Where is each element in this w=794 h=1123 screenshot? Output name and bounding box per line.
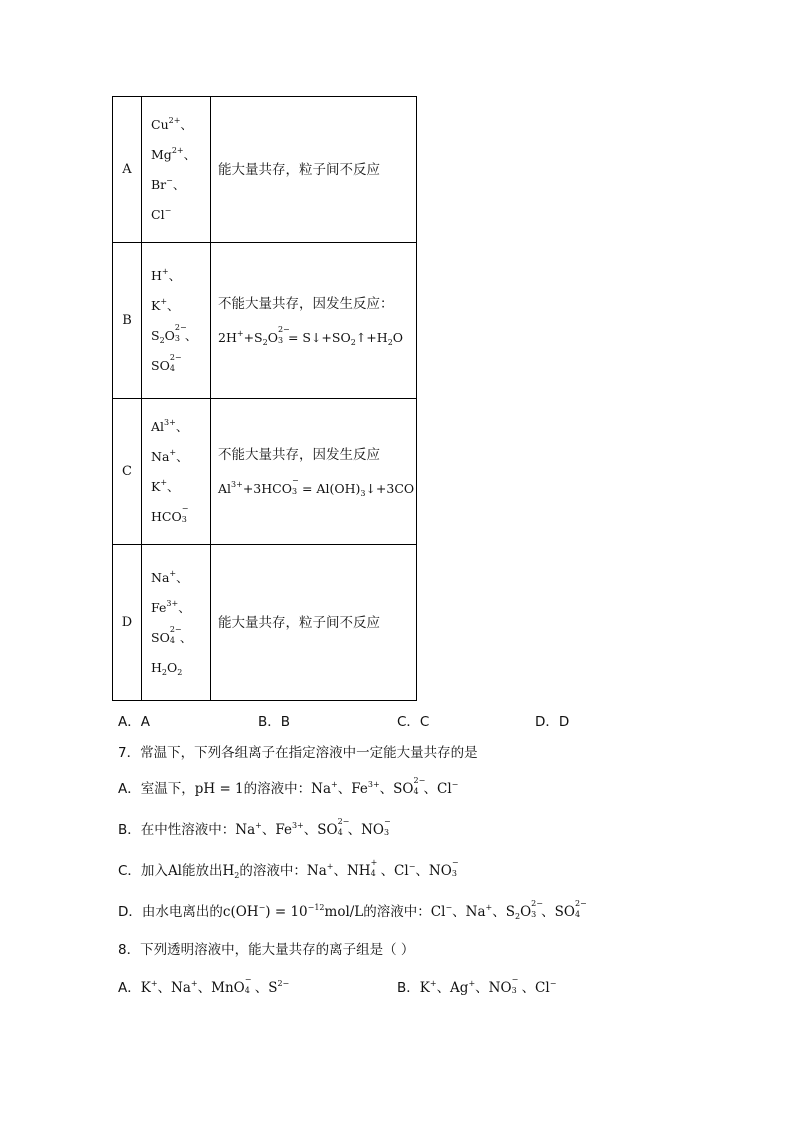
ion-list: Na+、 $Fe^{3+}$、 SO 2− 4 、 $H_2O_2$ [142, 545, 211, 701]
q6-option-b[interactable]: B．B [258, 714, 291, 730]
row-letter: B [113, 243, 142, 399]
q6-option-a[interactable]: A．A [118, 714, 150, 730]
row-letter: C [113, 399, 142, 545]
q7-option-c[interactable]: C．加入Al能放出$H_2$的溶液中：Na+、NH + 4 、Cl−、NO − 3 [118, 858, 459, 880]
ion-list: H+、 K+、 $S_2O$ 2− 3 、 SO 2− 4 [142, 243, 211, 399]
table-row [113, 243, 417, 399]
q7-option-a[interactable]: A．室温下，pH = 1的溶液中：Na+、$Fe^{3+}$、SO 2− 4 、Cl− [118, 776, 459, 797]
row-description: 能大量共存，粒子间不反应 [211, 545, 417, 701]
ion-list: $Al^{3+}$、 Na+、 K+、 HCO − 3 [142, 399, 211, 545]
q7-stem: 7．常温下，下列各组离子在指定溶液中一定能大量共存的是 [118, 745, 478, 761]
table-row [113, 399, 417, 545]
row-letter: D [113, 545, 142, 701]
row-letter: A [113, 97, 142, 243]
q8-option-b[interactable]: B．K+、Ag+、NO − 3 、Cl− [397, 975, 557, 996]
q8-option-a[interactable]: A．K+、Na+、MnO − 4 、$S^{2-}$ [118, 975, 290, 996]
table-row [113, 545, 417, 701]
table-row [113, 97, 417, 243]
ion-table [112, 96, 417, 701]
row-description: 不能大量共存，因发生反应： $2H^++S_2O$ 2− 3 = $S↓+SO_2↑+H_2O$ [211, 243, 417, 399]
reaction-equation: $2H^++S_2O$ 2− 3 = $S↓+SO_2↑+H_2O$ [218, 324, 404, 347]
q7-option-d[interactable]: D．由水电离出的$c(OH^-) = 10^{-12}mol/L$的溶液中：Cl−、Na+、$S_2O$ 2− 3 、SO 2− 4 [118, 899, 587, 921]
ion-list: $Cu^{2+}$、 $Mg^{2+}$、 Br−、 Cl− [142, 97, 211, 243]
q6-option-d[interactable]: D．D [535, 714, 570, 730]
row-description: 不能大量共存，因发生反应 $Al^{3+}+3HCO$ − 3 = $Al(OH)_3↓+3CO$ [211, 399, 417, 545]
q6-option-c[interactable]: C．C [397, 714, 430, 730]
q7-option-b[interactable]: B．在中性溶液中：Na+、$Fe^{3+}$、SO 2− 4 、NO − 3 [118, 817, 391, 838]
row-description: 能大量共存，粒子间不反应 [211, 97, 417, 243]
q8-stem: 8．下列透明溶液中，能大量共存的离子组是（ ） [118, 942, 415, 958]
reaction-equation: $Al^{3+}+3HCO$ − 3 = $Al(OH)_3↓+3CO$ [218, 475, 415, 498]
